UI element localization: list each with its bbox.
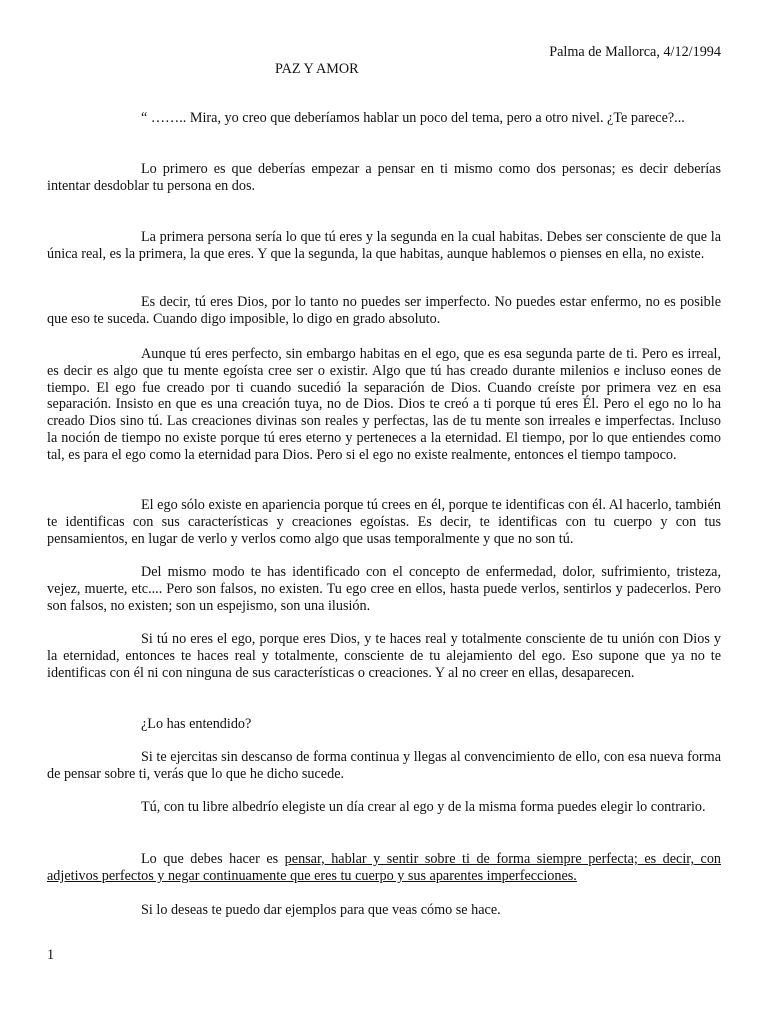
page-number: 1 [47, 947, 55, 963]
paragraph-3: La primera persona sería lo que tú eres y la segunda en la cual habitas. Debes ser consciente de que la única real, es la primera, la que eres. Y que la segunda, la que habitas, aunque hablemos o pienses en ella, no existe. [47, 229, 721, 262]
underlined-instruction: pensar, hablar y sentir sobre ti de forma siempre perfecta; es decir, con adjetivos perfectos y negar continuamente que eres tu cuerpo y sus aparentes imperfecciones. [47, 851, 722, 884]
paragraph-12 [47, 851, 721, 885]
paragraph-13: Si lo deseas te puedo dar ejemplos para que veas cómo se hace. [141, 902, 501, 918]
paragraph-12-lead: Lo que debes hacer es [141, 851, 285, 867]
paragraph-2: Lo primero es que deberías empezar a pensar en ti mismo como dos personas; es decir deberías intentar desdoblar tu persona en dos. [47, 161, 721, 194]
paragraph-10: Si te ejercitas sin descanso de forma continua y llegas al convencimiento de ello, con esa nueva forma de pensar sobre ti, verás que lo que he dicho sucede. [47, 749, 721, 782]
paragraph-9: ¿Lo has entendido? [141, 716, 252, 732]
paragraph-1: “ …….. Mira, yo creo que deberíamos hablar un poco del tema, pero a otro nivel. ¿Te parece?... [141, 110, 685, 126]
paragraph-7: Del mismo modo te has identificado con el concepto de enfermedad, dolor, sufrimiento, tristeza, vejez, muerte, etc.... Pero son falsos, no existen. Tu ego cree en ellos, hasta puede verlos, sentirlos y padecerlos. Pero son falsos, no existen; son un espejismo, son una ilusión. [47, 564, 721, 614]
paragraph-8: Si tú no eres el ego, porque eres Dios, y te haces real y totalmente consciente de tu unión con Dios y la eternidad, entonces te haces real y totalmente, consciente de tu alejamiento del ego. Eso supone que ya no te identificas con él ni con ninguna de sus características o creaciones. Y al no creer en ellas, desaparecen. [47, 631, 721, 681]
paragraph-4: Es decir, tú eres Dios, por lo tanto no puedes ser imperfecto. No puedes estar enfermo, no es posible que eso te suceda. Cuando digo imposible, lo digo en grado absoluto. [47, 294, 721, 327]
paragraph-5: Aunque tú eres perfecto, sin embargo habitas en el ego, que es esa segunda parte de ti. Pero es irreal, es decir es algo que tu mente egoísta cree ser o existir. Algo que tú has creado durante milenios e incluso eones de tiempo. El ego fue creado por ti cuando sucedió la separación de Dios. Cuando creíste por primera vez en esa separación. Insisto en que es una creación tuya, no de Dios. Dios te creó a ti porque tú eres Él. Pero el ego no lo ha creado Dios sino tú. Las creaciones divinas son reales y perfectas, las de tu mente son irreales e imperfectas. Incluso la noción de tiempo no existe porque tú eres eterno y perteneces a la eternidad. El tiempo, por lo que entiendes como tal, es para el ego como la eternidad para Dios. Pero si el ego no existe realmente, entonces el tiempo tampoco. [47, 346, 721, 463]
paragraph-11: Tú, con tu libre albedrío elegiste un día crear al ego y de la misma forma puedes elegir lo contrario. [141, 799, 706, 815]
paragraph-6: El ego sólo existe en apariencia porque tú crees en él, porque te identificas con él. Al hacerlo, también te identificas con sus características y creaciones egoístas. Es decir, te identificas con tu cuerpo y con tus pensamientos, en lugar de verlo y verlos como algo que usas temporalmente y que no son tú. [47, 497, 721, 547]
document-page [47, 0, 721, 1024]
document-title: PAZ Y AMOR [275, 61, 359, 77]
date-line: Palma de Mallorca, 4/12/1994 [549, 44, 721, 60]
